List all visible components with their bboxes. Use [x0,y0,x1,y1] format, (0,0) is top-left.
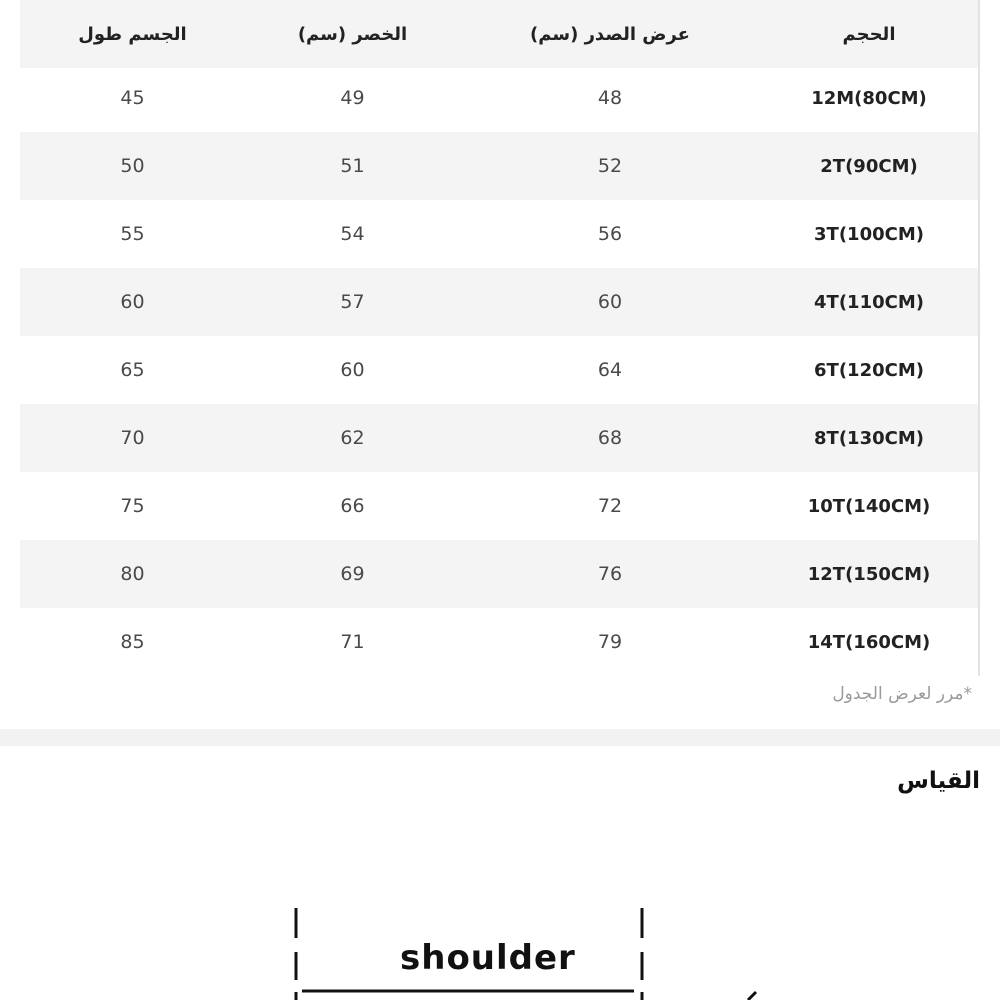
table-row [20,472,978,540]
cell-length: 65 [120,359,145,381]
cell-length: 70 [120,427,145,449]
cell-size: 6T(120CM) [814,359,924,381]
table-row [20,404,978,472]
table-row [20,608,978,676]
table-row [20,132,978,200]
cell-waist: 60 [340,359,365,381]
cell-waist: 51 [340,155,365,177]
cell-size: 8T(130CM) [814,427,924,449]
cell-chest: 56 [597,223,623,245]
table-row [20,336,978,404]
cell-waist: 49 [340,87,365,109]
cell-chest: 64 [597,359,623,381]
cell-chest: 68 [597,427,623,449]
cell-chest: 76 [597,563,623,585]
header-waist: الخصر (سم) [297,23,408,45]
table-row [20,200,978,268]
cell-waist: 71 [340,631,365,653]
table-row [20,268,978,336]
cell-length: 80 [120,563,145,585]
cell-chest: 79 [597,631,623,653]
cell-length: 45 [120,87,145,109]
table-scrollbar[interactable] [978,0,980,676]
table-header-row [20,0,978,68]
cell-length: 50 [120,155,145,177]
section-divider [0,729,1000,746]
cell-length: 85 [120,631,145,653]
header-size: الحجم [842,23,896,45]
cell-size: 10T(140CM) [807,495,931,517]
cell-chest: 72 [597,495,623,517]
cell-waist: 69 [340,563,365,585]
cell-length: 75 [120,495,145,517]
table-row [20,540,978,608]
cell-length: 60 [120,291,145,313]
cell-length: 55 [120,223,145,245]
shoulder-label: shoulder [400,938,576,978]
diagram-garment-edge [748,992,756,1000]
cell-waist: 66 [340,495,365,517]
cell-waist: 57 [340,291,365,313]
cell-chest: 48 [597,87,623,109]
cell-size: 14T(160CM) [807,631,931,653]
cell-size: 12M(80CM) [811,87,927,109]
table-row [20,64,978,132]
cell-size: 3T(100CM) [814,223,924,245]
cell-size: 2T(90CM) [820,155,918,177]
cell-size: 12T(150CM) [807,563,931,585]
size-table[interactable] [20,0,980,676]
cell-waist: 62 [340,427,365,449]
header-chest: عرض الصدر (سم) [530,23,690,45]
header-length: الجسم طول [78,23,187,45]
scroll-hint: *مرر لعرض الجدول [832,684,972,704]
cell-chest: 52 [597,155,623,177]
cell-waist: 54 [340,223,365,245]
section-title: القياس [897,768,980,794]
cell-size: 4T(110CM) [814,291,924,313]
cell-chest: 60 [597,291,623,313]
